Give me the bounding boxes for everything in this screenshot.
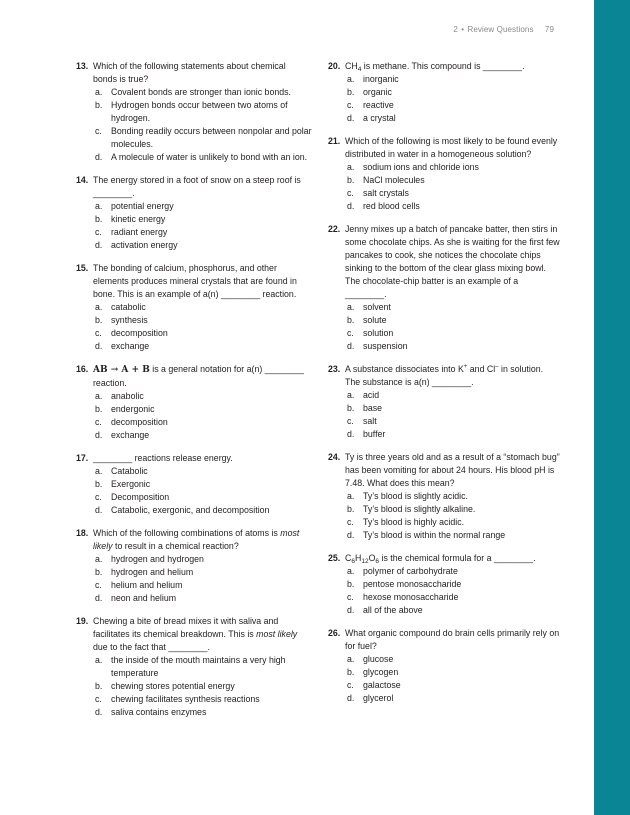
question-25 — [328, 552, 560, 617]
answer-option[interactable]: d. all of the above — [347, 605, 423, 615]
answer-option[interactable]: b. Exergonic — [95, 479, 151, 489]
answer-option[interactable]: b. organic — [347, 87, 392, 97]
answer-option[interactable]: d. Catabolic, exergonic, and decomposition — [95, 505, 270, 515]
question-number: 13. — [76, 61, 89, 71]
question-17 — [76, 452, 312, 517]
question-number: 15. — [76, 263, 89, 273]
answer-option[interactable]: a. glucose — [347, 654, 394, 664]
question-stem: Which of the following combinations of atoms is most likely to result in a chemical reaction? — [93, 528, 300, 551]
answer-option[interactable]: b. hydrogen and helium — [95, 567, 194, 577]
question-stem: Jenny mixes up a batch of pancake batter, then stirs in some chocolate chips. As she is waiting for the first few pancakes to cook, she notices the chocolate chips sinking to the bottom of the clear glass mixing bowl. The chocolate-chip batter is an example of a ________. — [345, 224, 560, 299]
question-stem: What organic compound do brain cells primarily rely on for fuel? — [345, 628, 560, 651]
answer-option[interactable]: d. activation energy — [95, 240, 178, 250]
answer-options — [93, 654, 312, 719]
answer-option[interactable]: b. Hydrogen bonds occur between two atoms of hydrogen. — [95, 100, 288, 123]
answer-options — [345, 490, 560, 542]
answer-options — [345, 301, 560, 353]
answer-options — [93, 200, 312, 252]
question-number: 17. — [76, 453, 89, 463]
question-stem: A substance dissociates into K+ and Cl– in solution. The substance is a(n) ________. — [345, 364, 544, 387]
answer-option[interactable]: c. Ty’s blood is highly acidic. — [347, 517, 465, 527]
answer-option[interactable]: a. inorganic — [347, 74, 399, 84]
answer-option[interactable]: c. hexose monosaccharide — [347, 592, 459, 602]
question-stem: AB → A + B is a general notation for a(n) ________ reaction. — [93, 364, 304, 388]
question-26 — [328, 627, 560, 705]
running-header — [453, 25, 554, 34]
question-stem: The energy stored in a foot of snow on a steep roof is ________. — [93, 175, 301, 198]
answer-option[interactable]: b. kinetic energy — [95, 214, 166, 224]
answer-option[interactable]: d. exchange — [95, 430, 150, 440]
question-number: 25. — [328, 553, 341, 563]
answer-option[interactable]: b. Ty’s blood is slightly alkaline. — [347, 504, 476, 514]
answer-option[interactable]: a. Catabolic — [95, 466, 148, 476]
question-stem: The bonding of calcium, phosphorus, and other elements produces mineral crystals that are found in bone. This is an example of a(n) ________ reaction. — [93, 263, 297, 299]
section-title: Review Questions — [467, 25, 534, 34]
question-22 — [328, 223, 560, 353]
answer-option[interactable]: c. Decomposition — [95, 492, 170, 502]
answer-option[interactable]: c. decomposition — [95, 417, 168, 427]
reaction-formula: AB → A + B — [93, 365, 150, 375]
answer-option[interactable]: a. catabolic — [95, 302, 146, 312]
question-14 — [76, 174, 312, 252]
right-column — [328, 60, 560, 715]
answer-options — [345, 161, 560, 213]
header-separator: • — [461, 25, 465, 34]
question-number: 18. — [76, 528, 89, 538]
answer-option[interactable]: c. salt crystals — [347, 188, 409, 198]
answer-options — [93, 301, 312, 353]
answer-option[interactable]: a. Covalent bonds are stronger than ionic bonds. — [95, 87, 291, 97]
emphasis: most likely — [256, 629, 298, 639]
answer-options — [93, 553, 312, 605]
answer-option[interactable]: b. chewing stores potential energy — [95, 681, 235, 691]
question-13 — [76, 60, 312, 164]
answer-option[interactable]: c. helium and helium — [95, 580, 183, 590]
question-number: 19. — [76, 616, 89, 626]
question-21 — [328, 135, 560, 213]
question-stem: ________ reactions release energy. — [93, 453, 233, 463]
answer-option[interactable]: c. solution — [347, 328, 394, 338]
question-stem: $C_6H_{12}O_6$ is the chemical formula for a ________. — [345, 553, 536, 565]
question-19 — [76, 615, 312, 719]
answer-option[interactable]: d. glycerol — [347, 693, 394, 703]
question-stem: Ty is three years old and as a result of a “stomach bug” has been vomiting for about 24 hours. His blood pH is 7.48. What does this mean? — [345, 452, 560, 488]
emphasis: most likely — [93, 528, 300, 551]
answer-option[interactable]: d. red blood cells — [347, 201, 420, 211]
answer-option[interactable]: d. Ty’s blood is within the normal range — [347, 530, 506, 540]
answer-option[interactable]: b. glycogen — [347, 667, 399, 677]
answer-option[interactable]: c. radiant energy — [95, 227, 168, 237]
answer-option[interactable]: b. NaCl molecules — [347, 175, 425, 185]
answer-option[interactable]: d. buffer — [347, 429, 386, 439]
question-15 — [76, 262, 312, 353]
question-number: 23. — [328, 364, 341, 374]
answer-options — [93, 390, 312, 442]
answer-options — [93, 465, 312, 517]
answer-option[interactable]: c. decomposition — [95, 328, 168, 338]
question-number: 20. — [328, 61, 341, 71]
answer-option[interactable]: a. acid — [347, 390, 380, 400]
answer-options — [345, 73, 560, 125]
answer-option[interactable]: c. chewing facilitates synthesis reactions — [95, 694, 260, 704]
answer-option[interactable]: a. solvent — [347, 302, 391, 312]
answer-option[interactable]: d. a crystal — [347, 113, 396, 123]
answer-options — [345, 389, 560, 441]
answer-option[interactable]: b. solute — [347, 315, 387, 325]
answer-option[interactable]: c. reactive — [347, 100, 394, 110]
answer-option[interactable]: d. A molecule of water is unlikely to bond with an ion. — [95, 152, 308, 162]
answer-option[interactable]: a. Ty’s blood is slightly acidic. — [347, 491, 468, 501]
answer-option[interactable]: c. Bonding readily occurs between nonpolar and polar molecules. — [95, 126, 312, 149]
answer-option[interactable]: b. synthesis — [95, 315, 148, 325]
answer-option[interactable]: d. saliva contains enzymes — [95, 707, 207, 717]
question-23 — [328, 363, 560, 441]
question-18 — [76, 527, 312, 605]
answer-option[interactable]: a. the inside of the mouth maintains a very high temperature — [95, 655, 286, 678]
question-24 — [328, 451, 560, 542]
answer-option[interactable]: c. salt — [347, 416, 377, 426]
answer-option[interactable]: d. exchange — [95, 341, 150, 351]
question-number: 24. — [328, 452, 341, 462]
answer-option[interactable]: b. endergonic — [95, 404, 155, 414]
answer-option[interactable]: d. suspension — [347, 341, 408, 351]
answer-option[interactable]: a. hydrogen and hydrogen — [95, 554, 204, 564]
chapter-number: 2 — [453, 25, 458, 34]
answer-options — [345, 653, 560, 705]
left-column — [76, 60, 312, 729]
question-stem: $CH_4$ is methane. This compound is ________. — [345, 61, 525, 73]
question-16 — [76, 363, 312, 442]
answer-option[interactable]: a. polymer of carbohydrate — [347, 566, 458, 576]
question-20 — [328, 60, 560, 125]
answer-options — [345, 565, 560, 617]
answer-option[interactable]: a. potential energy — [95, 201, 174, 211]
answer-option[interactable]: b. pentose monosaccharide — [347, 579, 462, 589]
answer-option[interactable]: a. anabolic — [95, 391, 144, 401]
answer-option[interactable]: a. sodium ions and chloride ions — [347, 162, 479, 172]
answer-options — [93, 86, 312, 164]
answer-option[interactable]: b. base — [347, 403, 383, 413]
page-number: 79 — [544, 25, 554, 34]
question-number: 22. — [328, 224, 341, 234]
answer-option[interactable]: c. galactose — [347, 680, 401, 690]
page-edge-accent-bar — [594, 0, 630, 815]
question-number: 21. — [328, 136, 341, 146]
question-stem: Chewing a bite of bread mixes it with saliva and facilitates its chemical breakdown. This is most likely due to the fact that ________. — [93, 616, 298, 652]
question-stem: Which of the following is most likely to be found evenly distributed in water in a homogeneous solution? — [345, 136, 558, 159]
answer-option[interactable]: d. neon and helium — [95, 593, 177, 603]
question-stem: Which of the following statements about chemical bonds is true? — [93, 61, 286, 84]
question-number: 26. — [328, 628, 341, 638]
question-number: 16. — [76, 364, 89, 374]
question-number: 14. — [76, 175, 89, 185]
